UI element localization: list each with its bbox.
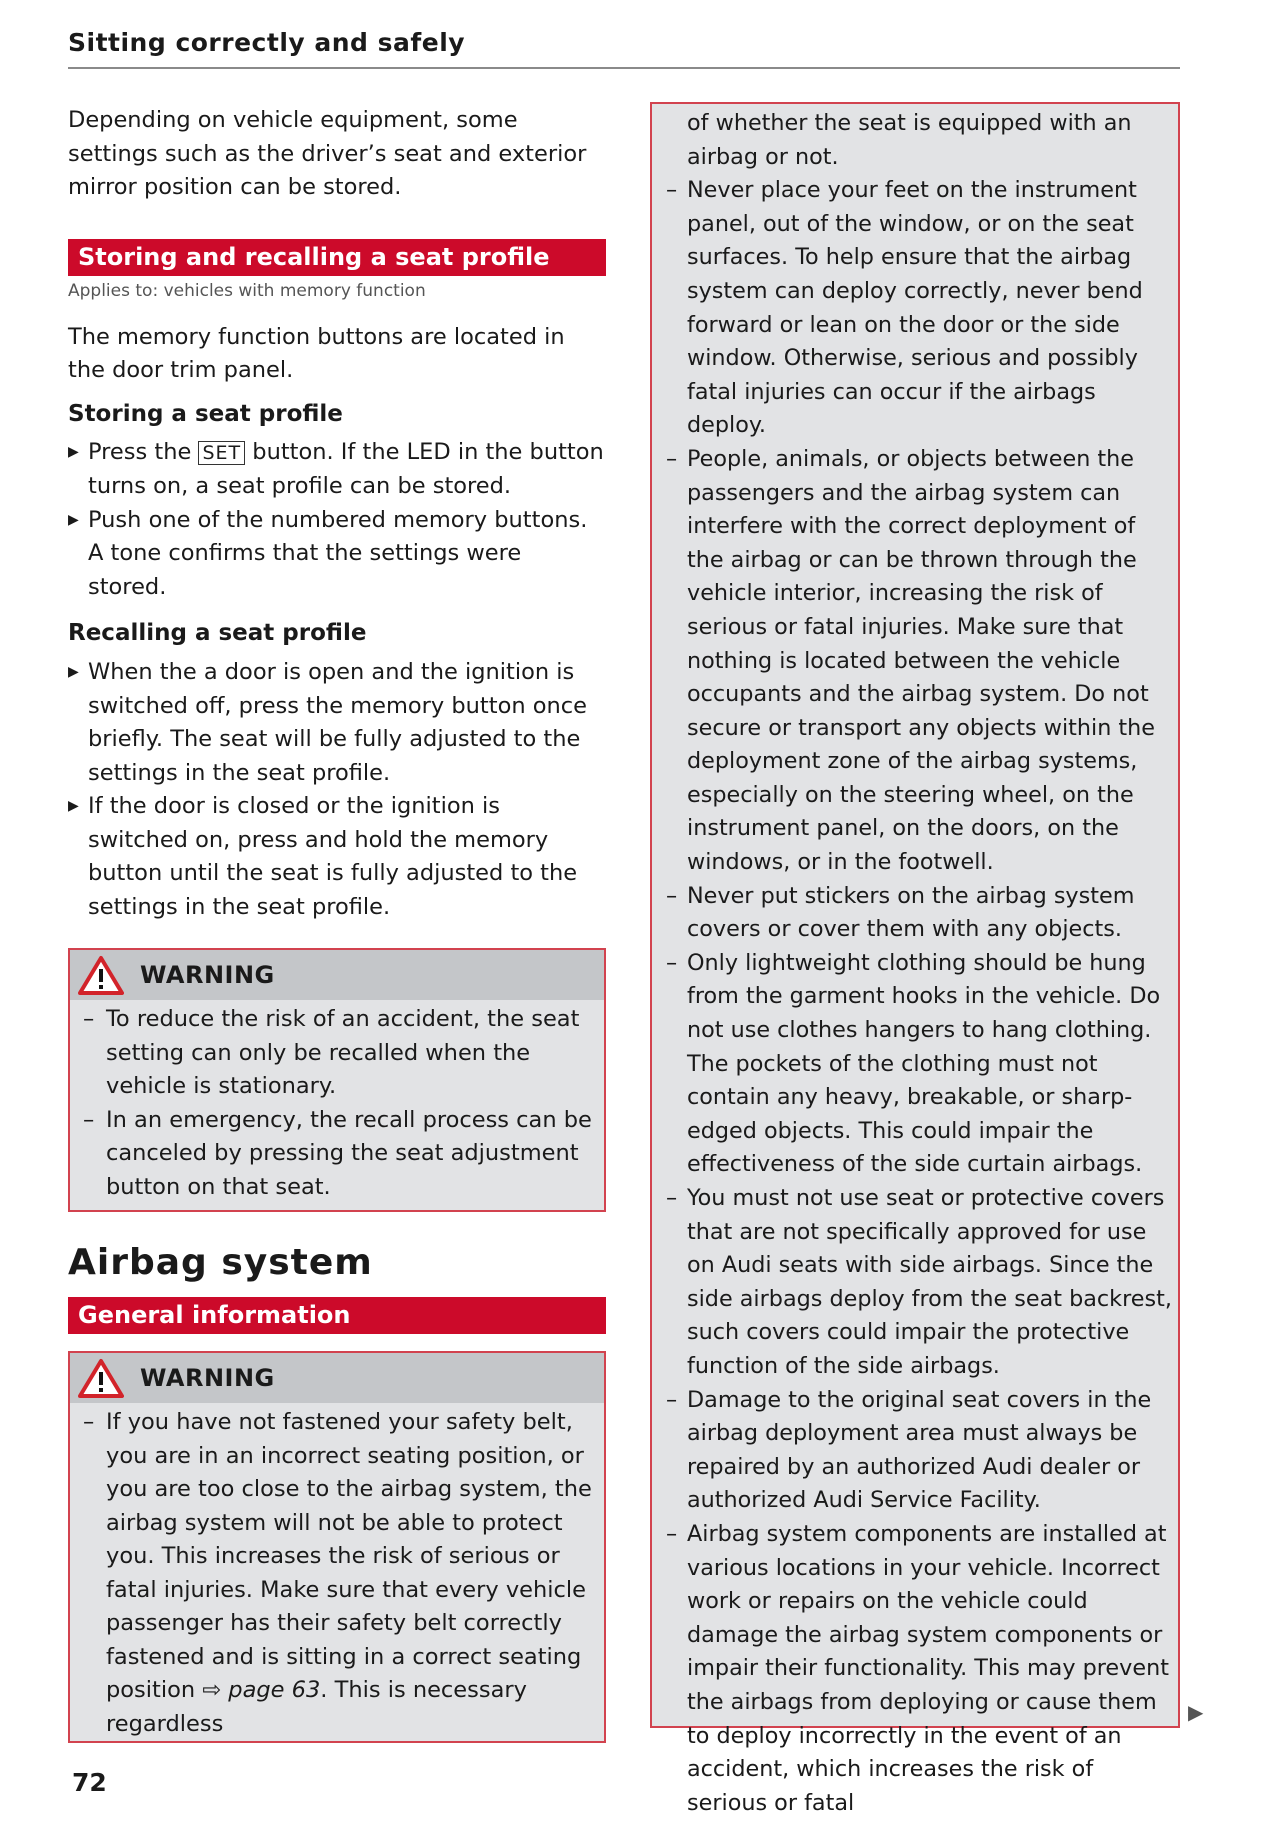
list-item: ▶ When the a door is open and the ignition is switched off, press the memory button once briefly. The seat will be fully adjusted to the settings in the seat profile. (68, 656, 606, 790)
chapter-title-airbag: Airbag system (68, 1242, 373, 1283)
bullet-arrow-icon: ▶ (68, 443, 79, 460)
recalling-subheading: Recalling a seat profile (68, 620, 367, 646)
list-item: – You must not use seat or protective covers that are not specifically approved for use on Audi seats with side airbags. Since the side airbags deploy from the seat backrest, such covers could impair the protective function of the side airbags. (666, 1185, 1172, 1379)
warning-header (70, 1353, 604, 1403)
memory-buttons-paragraph: The memory function buttons are located in the door trim panel. (68, 323, 565, 383)
intro-paragraph: Depending on vehicle equipment, some settings such as the driver’s seat and exterior mirror position can be stored. (68, 107, 587, 200)
list-item: ▶ If the door is closed or the ignition is switched on, press and hold the memory button until the seat is fully adjusted to the settings in the seat profile. (68, 790, 606, 924)
applies-to-note: Applies to: vehicles with memory function (68, 280, 426, 301)
warning-triangle-icon (78, 1358, 124, 1398)
recalling-steps (68, 656, 606, 924)
list-item: – If you have not fastened your safety belt, you are in an incorrect seating position, or you are too close to the airbag system, the airbag system will not be able to protect you. This increases the risk of serious or fatal injuries. Make sure that every vehicle passenger has their safety belt correctly fastened and is sitting in a correct seating position ⇨ page 63. This is necessary regardless (83, 1409, 592, 1737)
header-divider (68, 67, 1180, 69)
set-key-label: SET (198, 441, 245, 465)
list-item: – Airbag system components are installed at various locations in your vehicle. Incorrect work or repairs on the vehicle could damage the airbag system components or impair their functionality. This may prevent the airbags from deploying or cause them to deploy incorrectly in the event of an accident, which increases the risk of serious or fatal (666, 1520, 1169, 1816)
page-reference-link[interactable]: ⇨ page 63 (202, 1677, 321, 1703)
list-item: – Only lightweight clothing should be hung from the garment hooks in the vehicle. Do not use clothes hangers to hang clothing. The pockets of the clothing must not contain any heavy, breakable, or sharp-edged objects. This could impair the effectiveness of the side curtain airbags. (666, 949, 1161, 1178)
list-item: – To reduce the risk of an accident, the seat setting can only be recalled when the vehicle is stationary. (83, 1006, 580, 1099)
bullet-arrow-icon: ▶ (68, 798, 79, 814)
section-heading-storing: Storing and recalling a seat profile (68, 239, 606, 276)
list-item: – Damage to the original seat covers in the airbag deployment area must always be repaired by an authorized Audi dealer or authorized Audi Service Facility. (666, 1386, 1152, 1514)
warning-box-seat-profile (68, 948, 606, 1212)
warning-box-airbag (68, 1351, 606, 1743)
list-item: – People, animals, or objects between the passengers and the airbag system can interfere with the correct deployment of the airbag or can be thrown through the vehicle interior, increasing the risk of serious or fatal injuries. Make sure that nothing is located between the vehicle occupants and the airbag system. Do not secure or transport any objects within the deployment zone of the airbag systems, especially on the steering wheel, on the instrument panel, on the doors, on the windows, or in the footwell. (666, 445, 1156, 876)
warning-header (70, 950, 604, 1000)
warning-box-continued (650, 102, 1180, 1816)
list-item: – In an emergency, the recall process can be canceled by pressing the seat adjustment button on that seat. (83, 1106, 592, 1200)
warning-label: WARNING (140, 961, 275, 989)
warning-triangle-icon (78, 955, 124, 995)
bullet-arrow-icon: ▶ (68, 664, 79, 680)
page-number: 72 (72, 1768, 107, 1797)
list-item: – Never place your feet on the instrument panel, out of the window, or on the seat surfaces. To help ensure that the airbag system can deploy correctly, never bend forward or lean on the door or the side window. Otherwise, serious and possibly fatal injuries can occur if the airbags deploy. (666, 177, 1143, 439)
warning-list (652, 104, 1178, 1820)
list-item: ▶ Press the SET button. If the LED in the button turns on, a seat profile can be stored. (68, 436, 606, 504)
list-item: – Never put stickers on the airbag system covers or cover them with any objects. (666, 882, 1135, 943)
continued-arrow-icon: ▶ (1188, 1700, 1204, 1724)
left-column (68, 104, 606, 1743)
continuation-text: of whether the seat is equipped with an airbag or not. (687, 110, 1132, 170)
warning-list (70, 1000, 604, 1210)
bullet-arrow-icon: ▶ (68, 511, 79, 528)
storing-subheading: Storing a seat profile (68, 400, 343, 427)
list-item: ▶ Push one of the numbered memory buttons. A tone confirms that the settings were stored. (68, 504, 606, 605)
warning-list (70, 1403, 604, 1741)
page-header-title: Sitting correctly and safely (68, 28, 466, 57)
section-heading-general-info: General information (68, 1297, 606, 1334)
warning-label: WARNING (140, 1364, 275, 1392)
storing-steps (68, 436, 606, 605)
